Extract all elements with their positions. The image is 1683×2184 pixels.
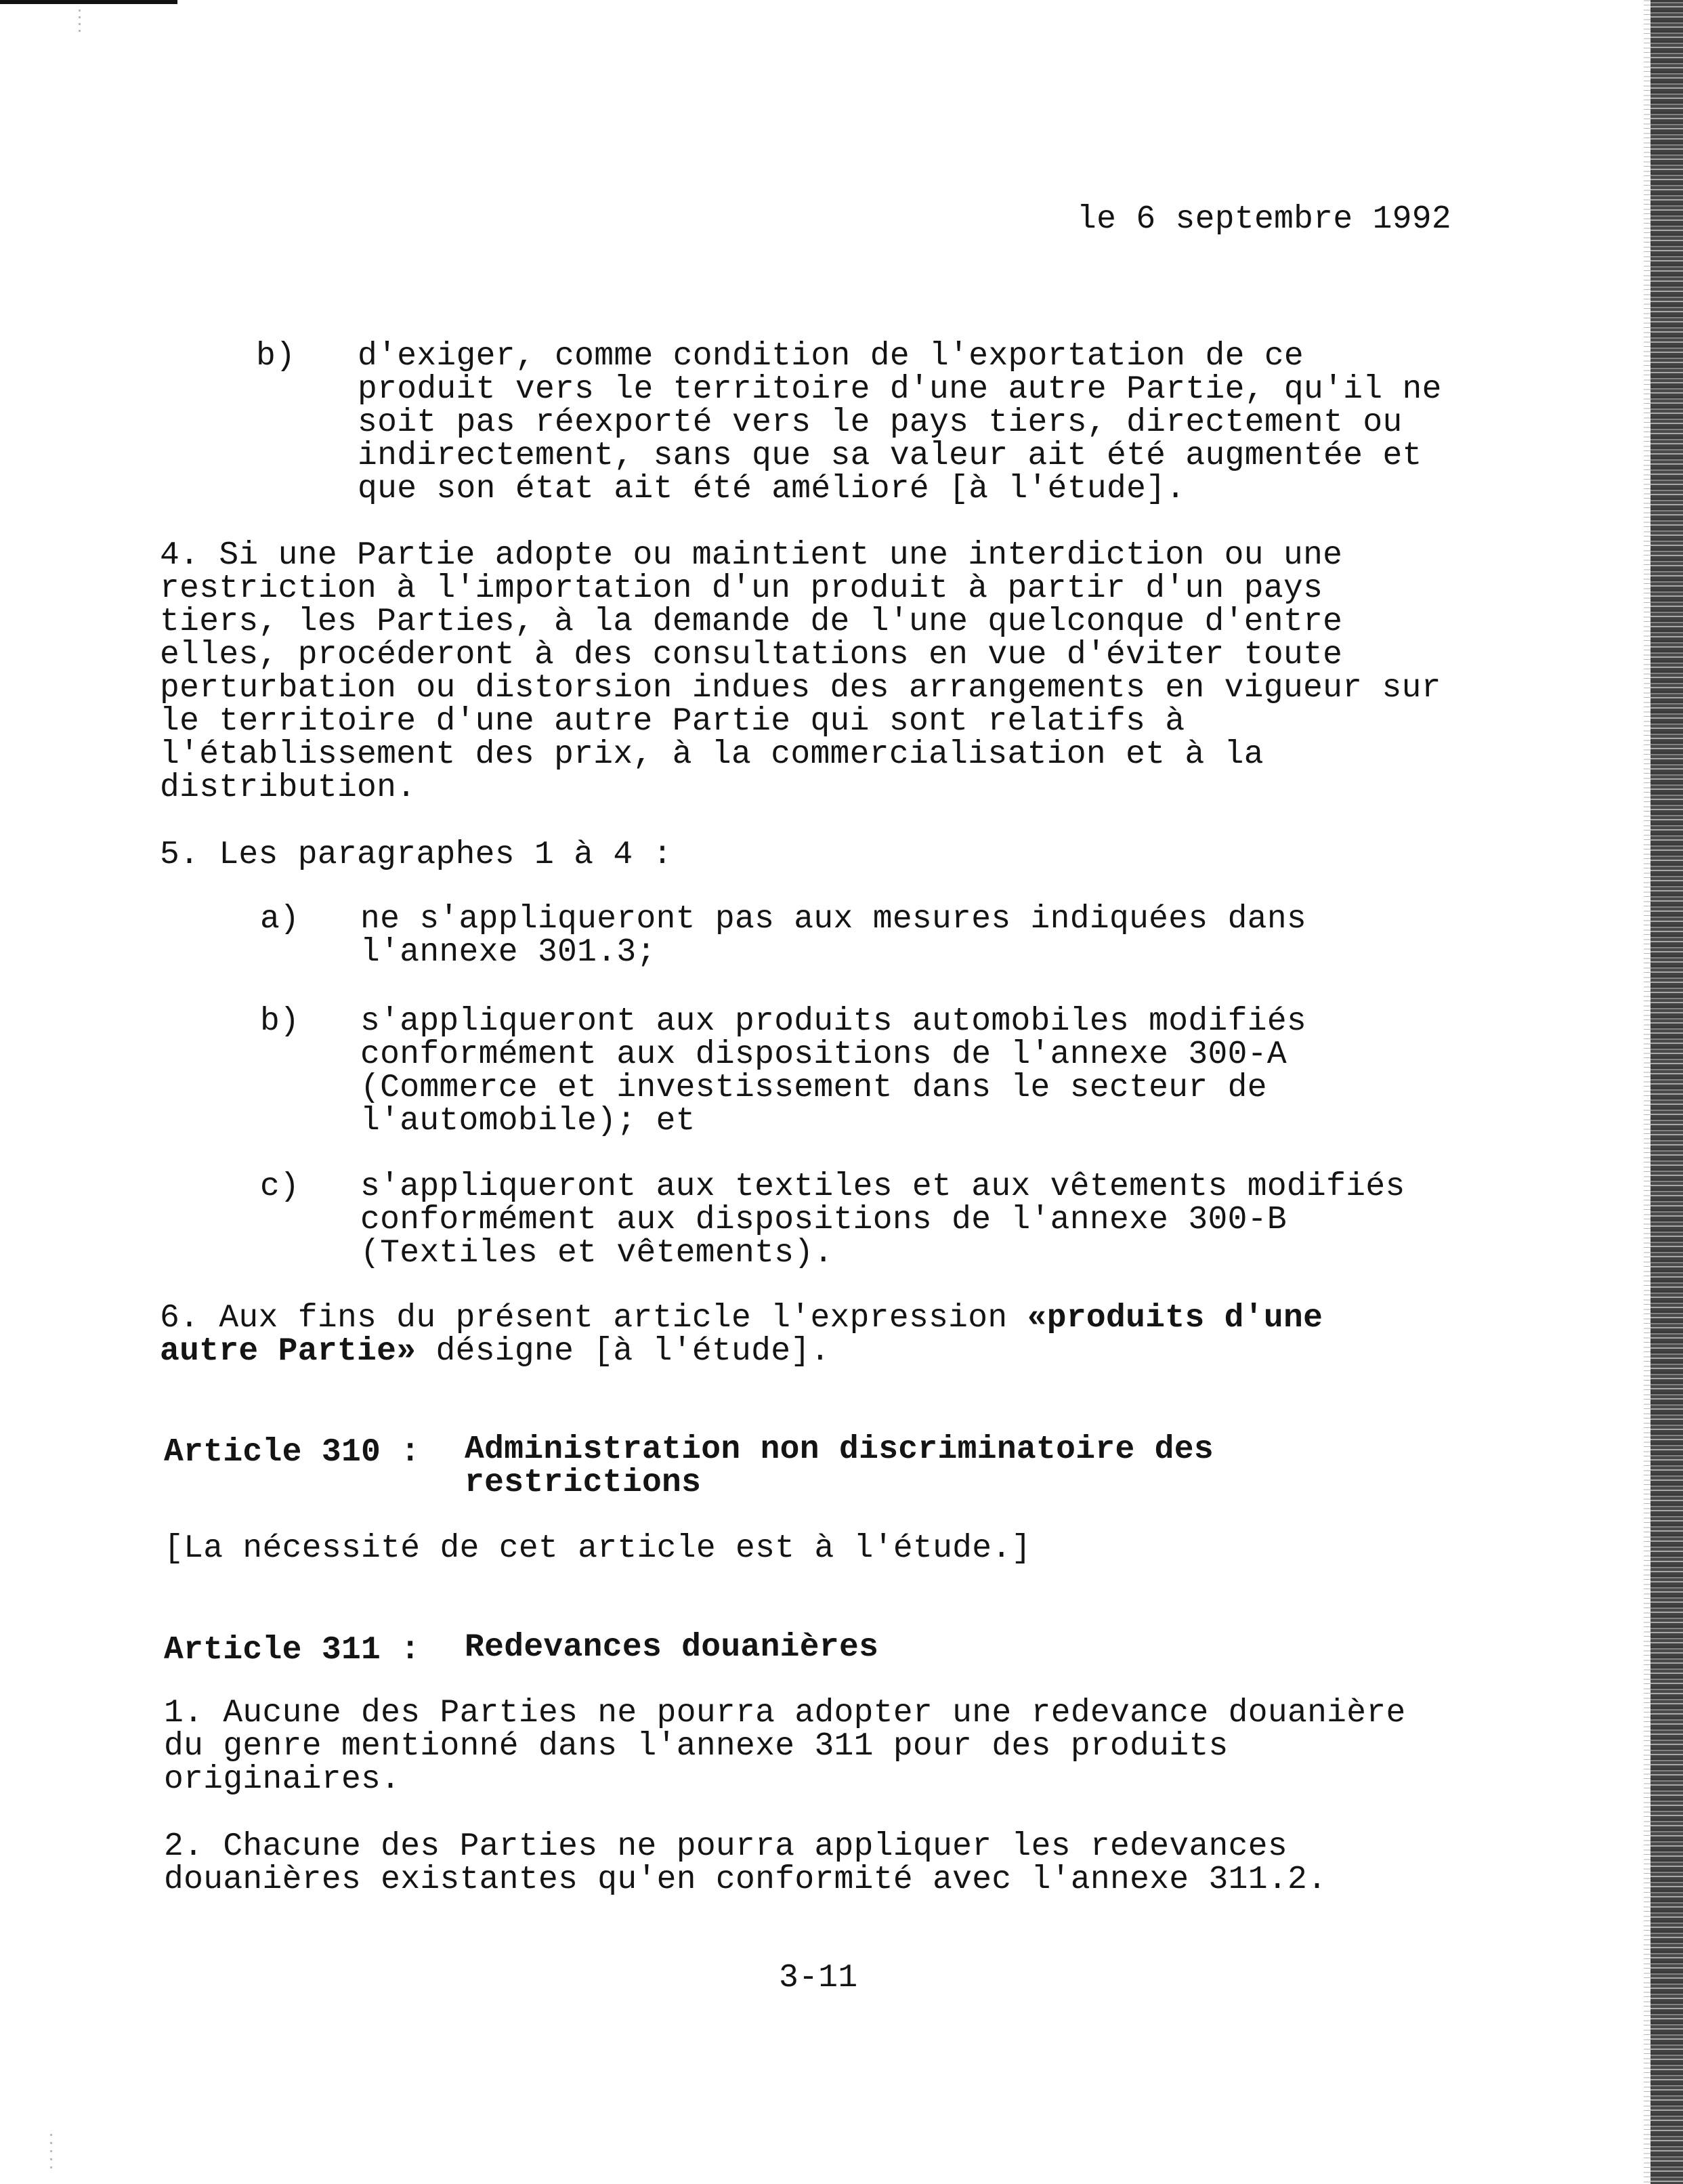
article-311-paragraph-1: du genre mentionné dans l'annexe 311 pour des produits — [164, 1728, 1229, 1765]
document-date: le 6 septembre 1992 — [1077, 201, 1451, 238]
paragraph-6-text: 6. Aux fins du présent article l'expression — [160, 1300, 1027, 1337]
item-b-line: indirectement, sans que sa valeur ait été augmentée et — [358, 438, 1422, 474]
paragraph-4-line: distribution. — [160, 770, 417, 806]
item-a-line: l'annexe 301.3; — [360, 934, 656, 971]
article-311-paragraph-1: 1. Aucune des Parties ne pourra adopter une redevance douanière — [164, 1695, 1406, 1731]
paragraph-6-line-2 — [160, 1335, 830, 1368]
paragraph-4-line: perturbation ou distorsion indues des arrangements en vigueur sur — [160, 670, 1441, 707]
item-b-line: que son état ait été amélioré [à l'étude]. — [358, 471, 1186, 507]
scan-artifact-right-inner — [1644, 0, 1650, 2184]
item-c-line: conformément aux dispositions de l'annexe 300-B — [360, 1202, 1287, 1238]
item-c-marker: c) — [260, 1169, 300, 1205]
item-b-marker: b) — [260, 1003, 300, 1040]
scan-artifact-right-edge — [1650, 0, 1683, 2184]
item-b-line: s'appliqueront aux produits automobiles modifiés — [360, 1003, 1307, 1040]
article-311-paragraph-1: originaires. — [164, 1761, 401, 1798]
article-310-note: [La nécessité de cet article est à l'étude.] — [164, 1530, 1031, 1567]
scan-artifact-top — [0, 0, 177, 4]
item-b-marker: b) — [256, 338, 296, 375]
article-310-title: restrictions — [465, 1465, 702, 1501]
article-310-number: Article 310 : — [164, 1434, 421, 1471]
item-b-line: produit vers le territoire d'une autre Partie, qu'il ne — [358, 371, 1442, 408]
item-b-line: soit pas réexporté vers le pays tiers, directement ou — [358, 404, 1403, 441]
item-b-line: (Commerce et investissement dans le secteur de — [360, 1070, 1267, 1106]
paragraph-4-line: elles, procéderont à des consultations en vue d'éviter toute — [160, 637, 1343, 673]
article-311-number: Article 311 : — [164, 1632, 421, 1668]
paragraph-4-line: restriction à l'importation d'un produit à partir d'un pays — [160, 570, 1323, 607]
item-a-line: ne s'appliqueront pas aux mesures indiquées dans — [360, 901, 1307, 938]
paragraph-6-defined-term: «produits d'une — [1027, 1300, 1323, 1337]
paragraph-6-line-1 — [160, 1302, 1323, 1335]
paragraph-4-line: l'établissement des prix, à la commercialisation et à la — [160, 736, 1264, 773]
paragraph-4-line: le territoire d'une autre Partie qui sont relatifs à — [160, 703, 1185, 740]
page-number: 3-11 — [779, 1960, 858, 1996]
article-311-paragraph-2: 2. Chacune des Parties ne pourra appliquer les redevances — [164, 1828, 1287, 1865]
item-c-line: (Textiles et vêtements). — [360, 1235, 834, 1272]
paragraph-6-text: désigne [à l'étude]. — [416, 1333, 830, 1370]
article-311-paragraph-2: douanières existantes qu'en conformité avec l'annexe 311.2. — [164, 1862, 1327, 1898]
paragraph-5-intro: 5. Les paragraphes 1 à 4 : — [160, 837, 673, 873]
paragraph-6-defined-term: autre Partie» — [160, 1333, 417, 1370]
item-a-marker: a) — [260, 901, 300, 938]
paragraph-4-line: tiers, les Parties, à la demande de l'une quelconque d'entre — [160, 604, 1343, 640]
article-311-title: Redevances douanières — [465, 1629, 879, 1666]
scan-artifact-left-bottom — [50, 2134, 52, 2175]
item-b-line: conformément aux dispositions de l'annexe 300-A — [360, 1036, 1287, 1073]
article-310-title: Administration non discriminatoire des — [465, 1431, 1214, 1468]
item-c-line: s'appliqueront aux textiles et aux vêtements modifiés — [360, 1169, 1405, 1205]
item-b-line: d'exiger, comme condition de l'exportation de ce — [358, 338, 1304, 375]
item-b-line: l'automobile); et — [360, 1103, 696, 1139]
paragraph-4-line: 4. Si une Partie adopte ou maintient une interdiction ou une — [160, 537, 1343, 574]
scan-artifact-left-top — [79, 9, 81, 37]
